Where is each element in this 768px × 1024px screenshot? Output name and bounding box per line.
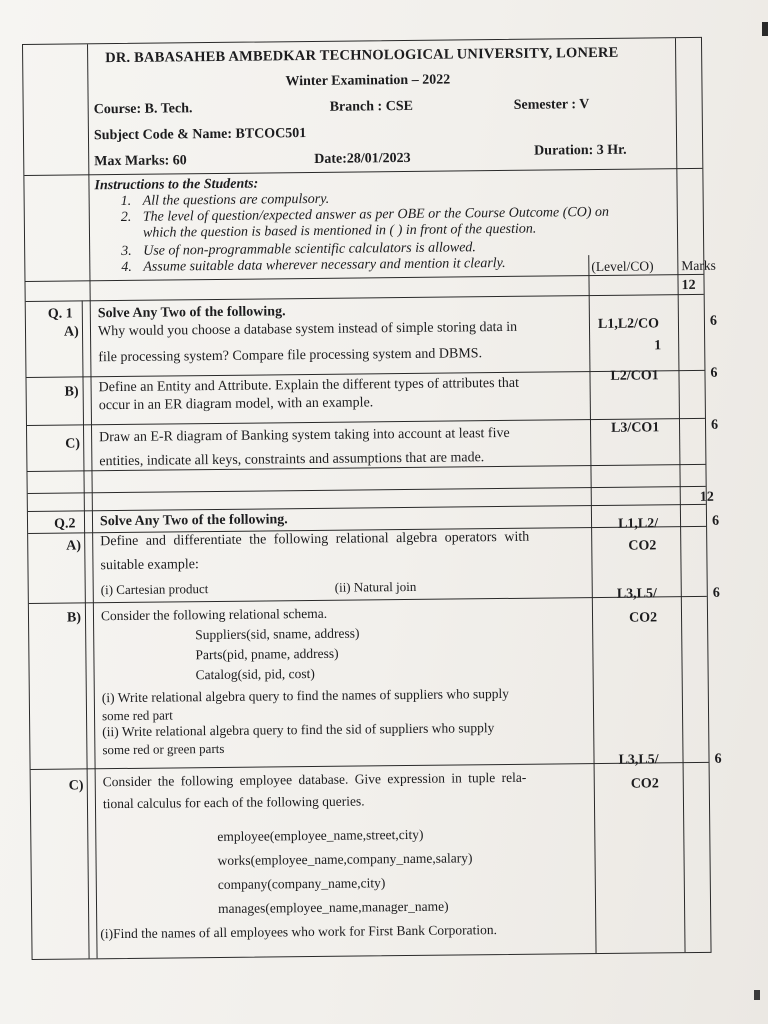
university-name: DR. BABASAHEB AMBEDKAR TECHNOLOGICAL UNIVERSITY, LONERE [105, 44, 619, 67]
q2c-marks: 6 [714, 751, 722, 767]
q2a-option: (i) Cartesian product [100, 581, 209, 598]
instruction-text: Assume suitable data wherever necessary and mention it clearly. [143, 255, 506, 275]
branch: Branch : CSE [329, 98, 413, 115]
q1c-marks: 6 [710, 417, 719, 433]
q1b-level: L2/CO1 [610, 368, 659, 384]
page-edge-mark [754, 990, 760, 1000]
q2c-query: (i)Find the names of all employees who work for First Bank Corporation. [100, 922, 498, 942]
instruction-text: Use of non-programmable scientific calculators is allowed. [143, 240, 476, 259]
q2b-level: CO2 [628, 610, 658, 626]
q2b-query: (ii) Write relational algebra query to find the sid of suppliers who supply [102, 720, 495, 740]
instructions-title: Instructions to the Students: [94, 176, 259, 194]
q2a-text: Define and differentiate the following relational algebra operators with [100, 529, 530, 550]
q1c-level: L3/CO1 [610, 420, 660, 436]
q1c-text: entities, indicate all keys, constraints and assumptions that are made. [99, 450, 485, 470]
q1b-marks: 6 [710, 365, 718, 381]
q2b-schema: Parts(pid, pname, address) [195, 645, 339, 663]
grid-line [26, 294, 704, 302]
q2a-option: (ii) Natural join [334, 578, 417, 595]
q1c-label: C) [65, 436, 81, 452]
level-column-header: (Level/CO) [591, 258, 654, 275]
q2a-label: A) [66, 538, 82, 554]
q2b-schema: Suppliers(sid, sname, address) [195, 625, 360, 643]
q2b-marks: 6 [712, 585, 720, 601]
q2c-level: CO2 [630, 776, 659, 792]
q2b-level: L3,L5/ [616, 586, 657, 602]
instruction-text: which the question is based is mentioned in ( ) in front of the question. [142, 221, 537, 241]
q1-total-marks: 12 [681, 277, 696, 294]
q1a-level: L1,L2/CO [597, 316, 660, 332]
subject: Subject Code & Name: BTCOC501 [93, 126, 307, 144]
marks-column-header: Marks [681, 257, 716, 274]
q2c-schema: manages(employee_name,manager_name) [217, 898, 449, 916]
grid-line [31, 762, 709, 770]
instruction-number: 3. [121, 243, 132, 259]
page-edge-mark [762, 22, 768, 36]
q2-total-marks: 12 [699, 489, 714, 505]
q2b-query: some red part [101, 707, 173, 724]
question-paper [22, 37, 722, 960]
q2c-schema: works(employee_name,company_name,salary) [217, 850, 473, 868]
instruction-number: 2. [120, 209, 132, 225]
exam-date: Date:28/01/2023 [314, 150, 411, 167]
instruction-number: 1. [120, 193, 132, 209]
q2a-level: L1,L2/ [617, 516, 659, 532]
grid-line [28, 504, 706, 512]
q1b-label: B) [64, 384, 79, 400]
q1a-level: 1 [654, 338, 662, 354]
grid-line [588, 255, 596, 953]
grid-line [27, 418, 705, 426]
q2c-text: Consider the following employee database. Give expression in tuple rela- [102, 769, 527, 790]
q2a-marks: 6 [711, 513, 720, 529]
q2c-schema: employee(employee_name,street,city) [217, 826, 424, 844]
q1a-label: A) [63, 324, 79, 340]
grid-line [82, 300, 90, 958]
q2b-query: (i) Write relational algebra query to find the names of suppliers who supply [101, 685, 510, 706]
q1a-marks: 6 [709, 313, 718, 329]
exam-title: Winter Examination – 2022 [285, 72, 451, 90]
q2b-label: B) [66, 610, 82, 626]
q2a-level: CO2 [628, 538, 657, 554]
q1b-text: occur in an ER diagram model, with an example. [98, 395, 374, 414]
q2a-text: suitable example: [100, 557, 199, 574]
q1a-text: Why would you choose a database system instead of simple storing data in [97, 319, 518, 340]
q2b-text: Consider the following relational schema. [100, 605, 328, 624]
q2b-schema: Catalog(sid, pid, cost) [195, 665, 315, 683]
q1-number: Q. 1 [47, 306, 73, 322]
q2c-label: C) [68, 778, 84, 794]
grid-line [675, 38, 686, 952]
q2-title: Solve Any Two of the following. [99, 512, 288, 530]
semester: Semester : V [513, 97, 590, 113]
instruction-text: The level of question/expected answer as per OBE or the Course Outcome (CO) on [142, 204, 610, 225]
q1-title: Solve Any Two of the following. [97, 304, 286, 322]
q2b-query: some red or green parts [102, 740, 225, 758]
q1c-text: Draw an E-R diagram of Banking system taking into account at least five [99, 425, 510, 446]
q2c-schema: company(company_name,city) [217, 875, 386, 892]
q2-number: Q.2 [53, 516, 76, 532]
grid-line [28, 486, 706, 494]
duration: Duration: 3 Hr. [534, 142, 627, 159]
instruction-text: All the questions are compulsory. [142, 191, 330, 209]
q1b-text: Define an Entity and Attribute. Explain the different types of attributes that [98, 375, 520, 396]
max-marks: Max Marks: 60 [94, 153, 187, 170]
instruction-number: 4. [121, 259, 132, 275]
course: Course: B. Tech. [93, 101, 193, 118]
q2c-text: tional calculus for each of the following queries. [102, 793, 365, 812]
q2c-level: L3,L5/ [618, 752, 659, 768]
q1a-text: file processing system? Compare file processing system and DBMS. [98, 346, 483, 366]
